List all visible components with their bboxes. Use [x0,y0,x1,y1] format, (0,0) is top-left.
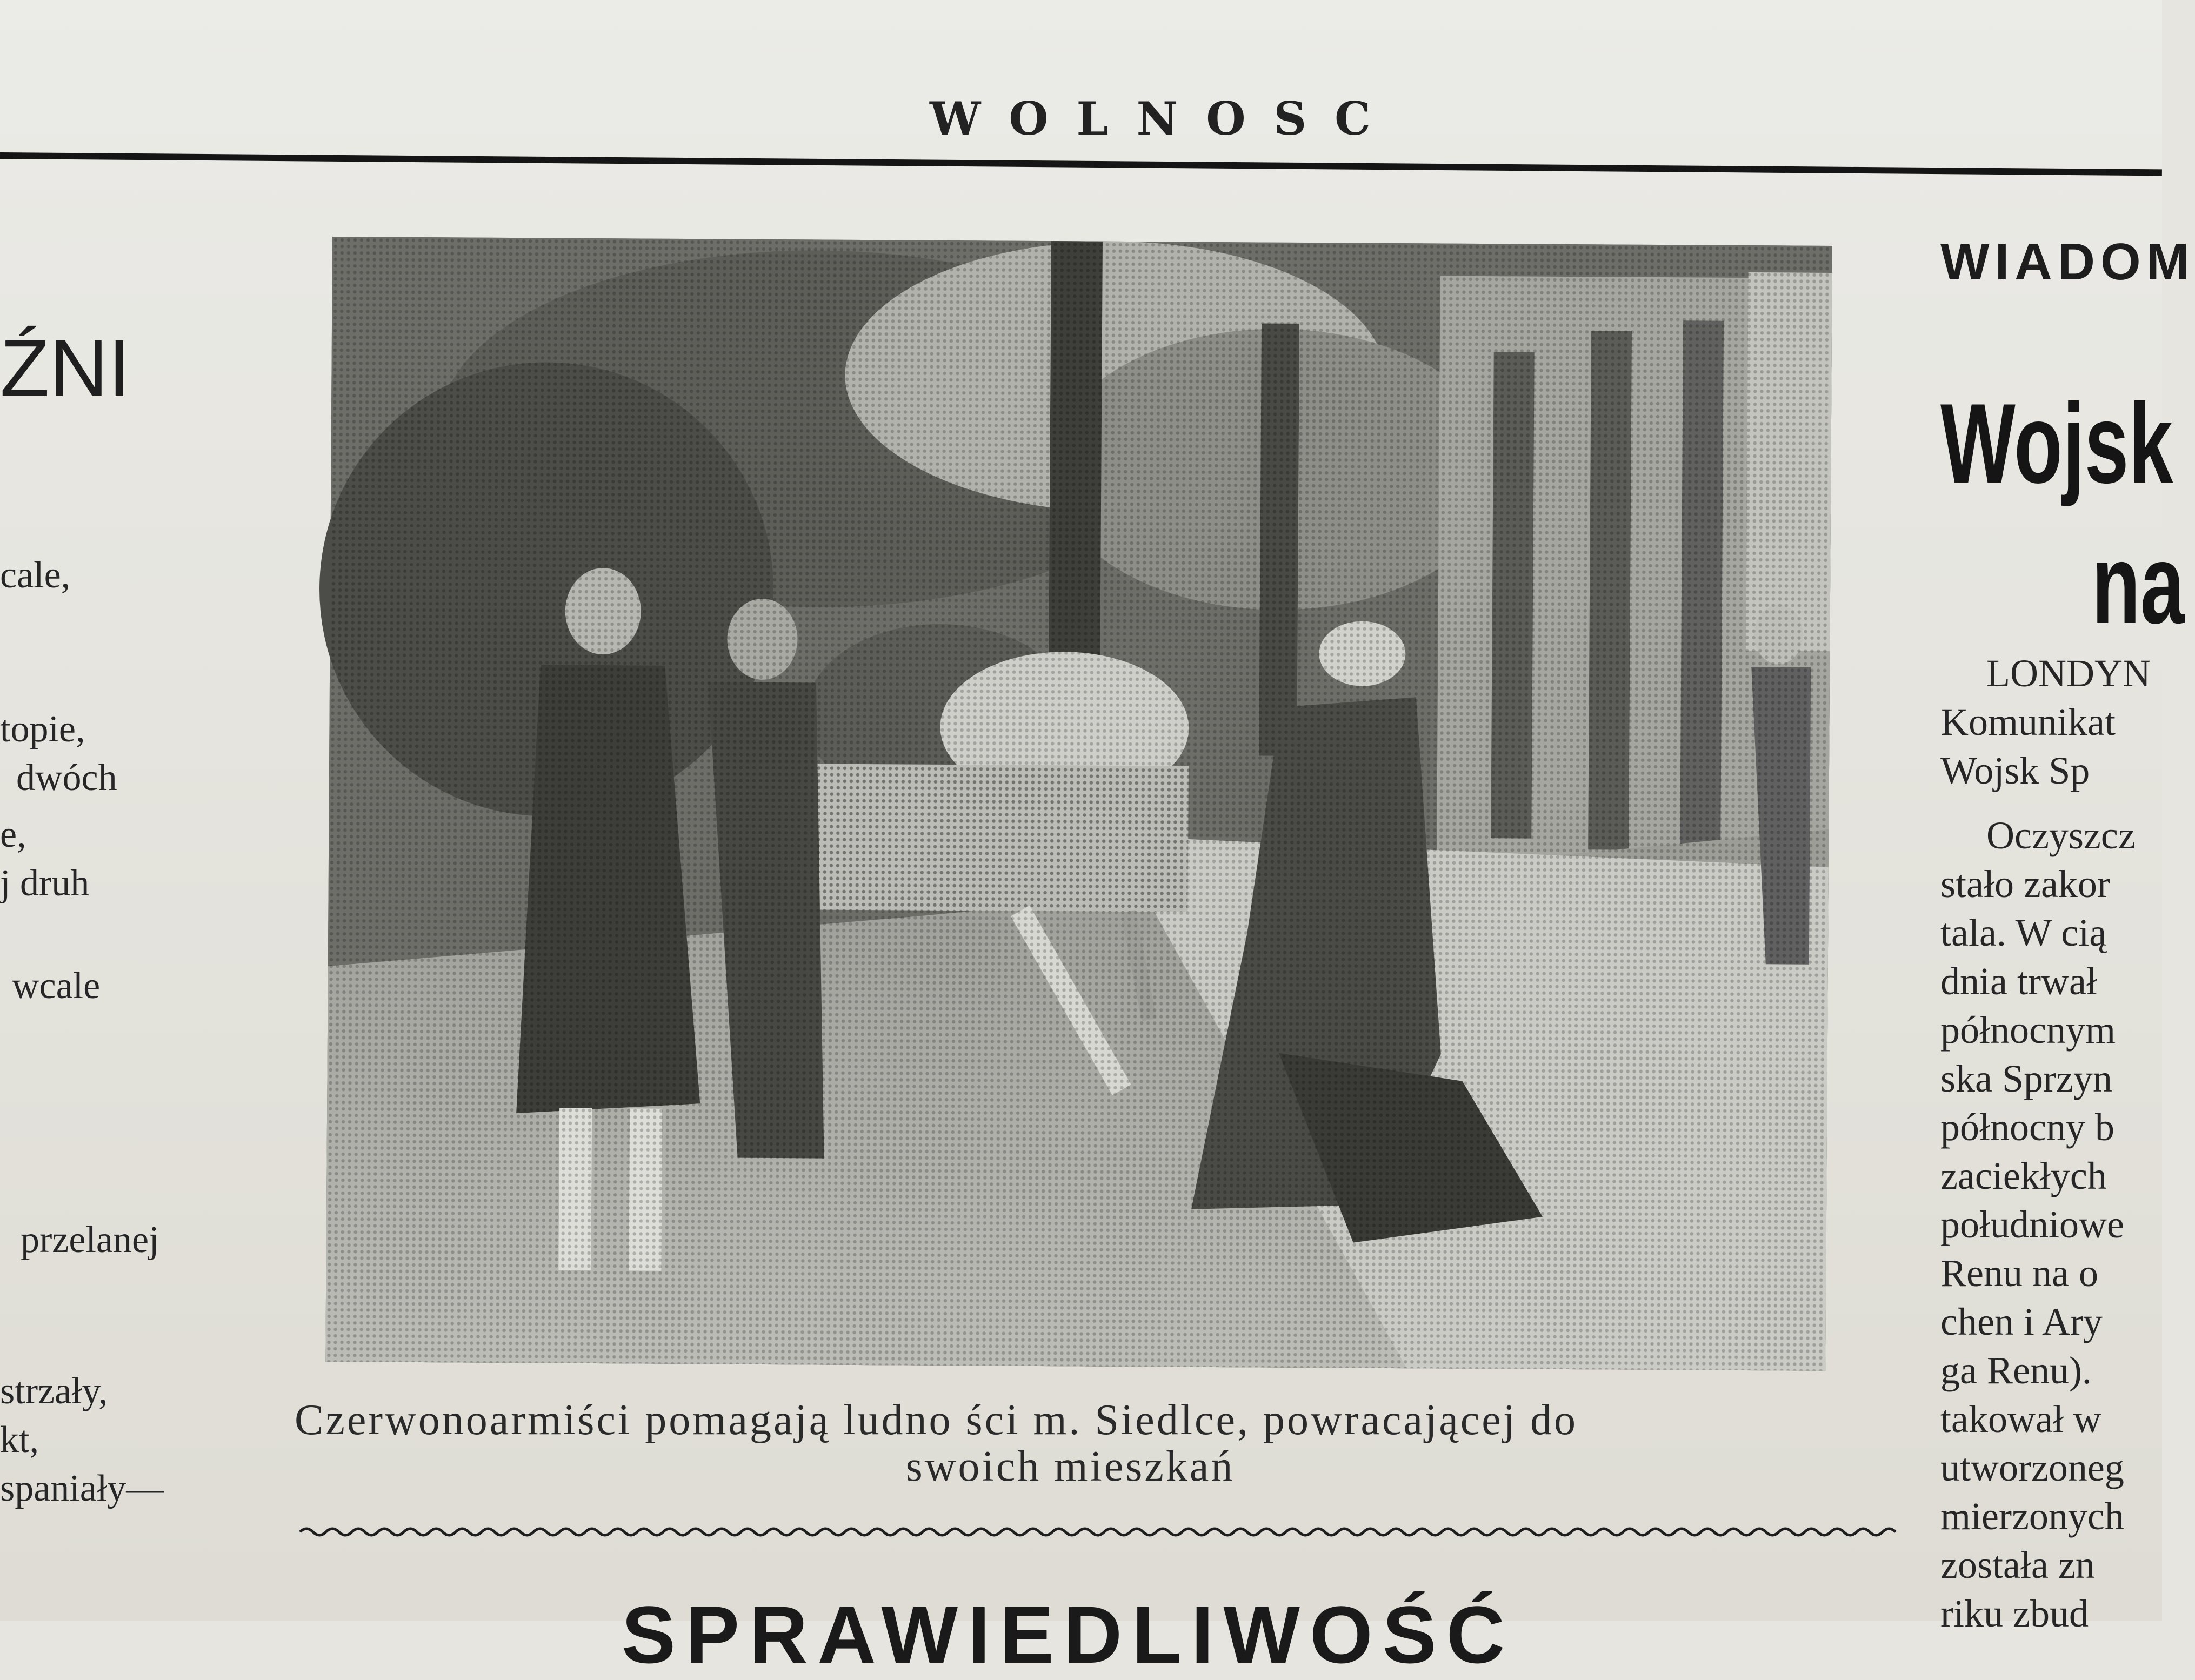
right-text-line: stało zakor [1940,862,2110,906]
header-rule [0,152,2162,176]
left-text-line: dwóch [16,757,117,799]
section-heading: WIADOM [1940,233,2195,291]
left-text-line: przelanej [21,1219,159,1261]
right-text-line: została zn [1940,1543,2095,1587]
left-text-line: topie, [0,708,85,750]
left-heading-fragment: ŹNI [0,323,131,413]
right-column [1913,0,2195,1635]
bottom-heading-fragment: SPRAWIEDLIWOŚĆ [622,1589,1515,1680]
masthead: WOLNOSC [930,92,1399,145]
left-text-line: j druh [0,862,90,904]
right-text-line: chen i Ary [1940,1300,2103,1343]
right-text-line: ga Renu). [1940,1349,2092,1392]
headline-line-1: Wojsk [1940,380,2173,507]
left-text-line: kt, [0,1419,39,1461]
right-text-line: ska Sprzyn [1940,1057,2112,1100]
halftone-photo [325,237,1832,1371]
right-text-line: północny b [1940,1106,2114,1149]
headline-line-2: na [2092,520,2185,647]
caption-line-1: Czerwonoarmiści pomagają ludno ści m. Siedlce, powracającej do [295,1396,1578,1444]
right-text-line: Renu na o [1940,1251,2098,1295]
left-column [0,0,281,1621]
wavy-divider [300,1524,1862,1540]
right-text-line: LONDYN [1986,652,2151,695]
right-text-line: Wojsk Sp [1940,749,2090,792]
photo-illustration [325,237,1832,1371]
right-text-line: Komunikat [1940,700,2116,744]
right-text-line: dnia trwał [1940,960,2097,1003]
left-text-line: spaniały— [0,1468,164,1509]
right-text-line: południowe [1940,1203,2124,1246]
caption-line-2: swoich mieszkań [905,1443,1235,1491]
photo-caption [295,1397,1846,1490]
right-text-line: riku zbud [1940,1592,2089,1635]
left-text-line: wcale [12,965,101,1007]
right-text-line: tala. W cią [1940,911,2107,954]
right-text-line: Oczyszcz [1986,814,2136,857]
left-text-line: cale, [0,554,71,596]
right-text-line: takował w [1940,1397,2101,1441]
right-text-line: mierzonych [1940,1495,2124,1538]
right-text-line: zaciekłych [1940,1154,2107,1197]
left-text-line: strzały, [0,1370,108,1412]
right-text-line: północnym [1940,1008,2116,1052]
left-text-line: e, [0,814,26,855]
right-text-line: utworzoneg [1940,1446,2124,1489]
